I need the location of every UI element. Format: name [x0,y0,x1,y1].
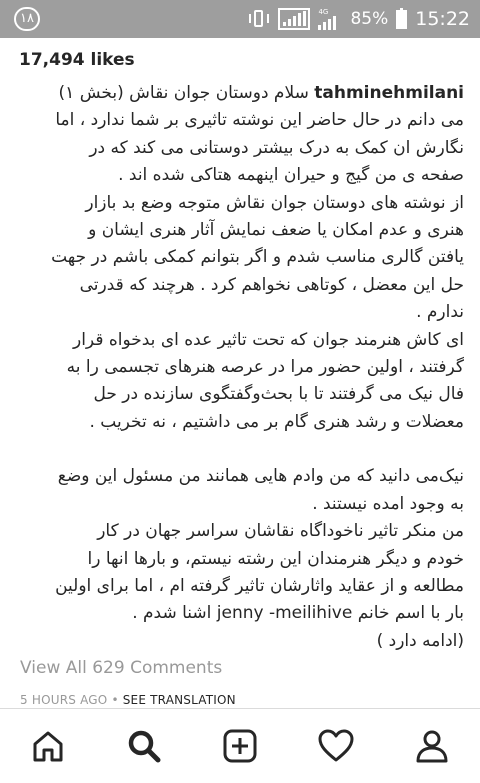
caption-line: گرفتند ، اولین حضور مرا در عرصه هنرهای تجسمی را به [66,357,464,378]
search-icon [126,728,162,764]
status-bar [0,0,480,38]
caption-line: بار با اسم خانم jenny -meilihive اشنا شدم . [132,603,464,624]
caption-line: یافتن گالری مناسب شدم و اگر بتوانم کمکی باشم در جهت [51,247,464,268]
network-type-label: 4G [318,8,329,16]
mobile-signal-icon [318,8,342,30]
caption-line: سلام دوستان جوان نقاش (بخش ١) [58,83,309,103]
nav-home-button[interactable] [23,721,73,771]
home-icon [30,728,66,764]
clock: 15:22 [415,8,470,30]
post-timestamp: 5 HOURS AGO [20,693,108,707]
caption-line: من منکر تاثیر ناخوداگاه نقاشان سراسر جهان در کار [97,521,464,542]
caption-line: (ادامه دارد ) [376,630,464,651]
vibrate-icon [248,9,270,29]
likes-count[interactable]: 17,494 likes [19,50,135,70]
caption-line: از نوشته های دوستان جوان نقاش متوجه وضع بد بازار [85,192,464,213]
caption-line: صفحه ی من گیج و حیران اینهمه هتاکی شده اند . [118,165,464,186]
caption-line: می دانم در حال حاضر این نوشته تاثیری بر شما ندارد ، اما [55,110,464,131]
caption-line: ای کاش هنرمند جوان که تحت تاثیر عده ای بدخواه قرار [73,329,464,350]
see-translation-link[interactable]: SEE TRANSLATION [122,693,236,707]
nav-activity-button[interactable] [311,721,361,771]
caption-line: فال نیک می گرفتند تا با بحث‌وگفتگوی سازنده در حل [93,384,464,405]
battery-icon [396,10,407,29]
notification-badge: ١٨ [14,7,40,31]
post-caption [18,80,464,655]
post-meta [20,693,236,707]
meta-separator: • [111,693,119,707]
heart-icon [317,728,355,764]
caption-line: نگارش ان کمک به درک بیشتر دوستانی می کند که در [89,137,464,158]
bottom-nav [0,708,480,783]
nav-add-post-button[interactable] [215,721,265,771]
battery-percent: 85% [350,9,389,29]
wifi-signal-icon [278,8,310,30]
caption-first-line [18,80,464,107]
view-all-comments-link[interactable]: View All 629 Comments [20,658,223,678]
nav-search-button[interactable] [119,721,169,771]
caption-line: خودم و دیگر هنرمندان این رشته نیستم، و بارها انها را [87,548,464,569]
caption-blank-line [18,436,464,463]
post-username[interactable]: tahminehmilani [314,83,464,103]
caption-line: ندارم . [416,302,464,323]
nav-profile-button[interactable] [407,721,457,771]
add-post-icon [222,728,258,764]
caption-line: به وجود امده نیستند . [312,493,464,514]
caption-line: مطالعه و از عقاید واثارشان تاثیر گرفته ام ، اما برای اولین [55,575,464,596]
caption-line: نیک‌می دانید که من وادم هایی همانند من مسئول این وضع [57,466,464,487]
caption-line: حل این معضل ، کوتاهی نخواهم کرد . هرچند که قدرتی [79,274,464,295]
profile-icon [414,728,450,764]
caption-line: معضلات و رشد هنری گام بر می داشتیم ، نه تخریب . [89,411,464,432]
caption-line: هنری و عدم امکان یا ضعف نمایش آثار هنری ایشان و [88,220,464,241]
